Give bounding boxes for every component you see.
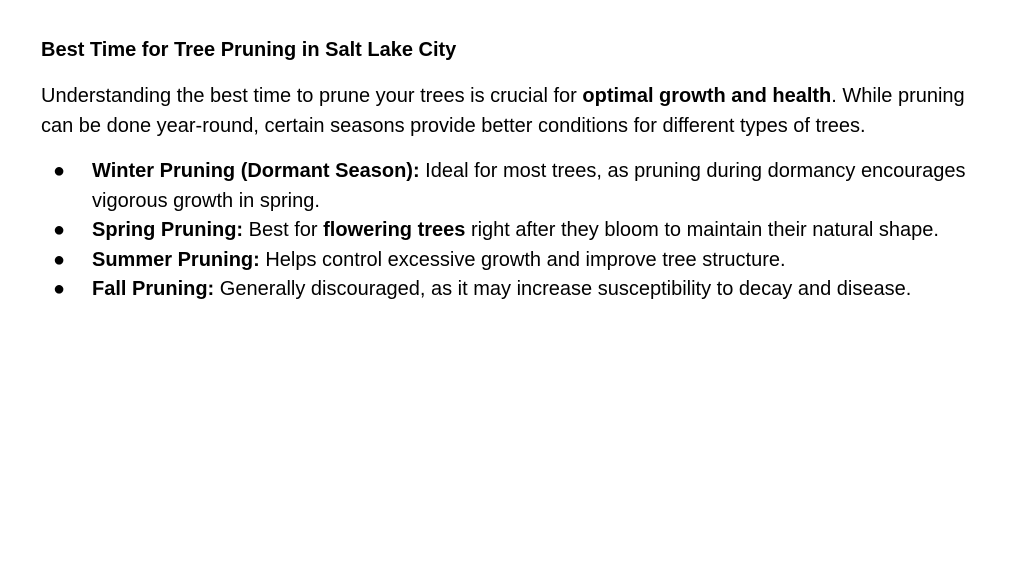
bullet-icon: ● (53, 219, 66, 241)
item-text: Ideal for most trees, as pruning during dormancy encourages vigorous growth in spring. (92, 160, 966, 212)
intro-text-after: . While pruning can be done year-round, certain seasons provide better conditions for different types of trees. (41, 85, 965, 137)
list-item-fall (41, 275, 1001, 305)
list-item-winter (41, 157, 1001, 216)
item-label: Summer Pruning: (92, 248, 260, 271)
bullet-icon: ● (53, 160, 66, 182)
document-body (41, 36, 1001, 305)
list-item-summer (41, 246, 1001, 276)
list-item-spring (41, 216, 1001, 246)
intro-paragraph (41, 82, 986, 141)
pruning-season-list (41, 157, 1001, 305)
item-label: Spring Pruning: (92, 219, 244, 241)
item-label: Winter Pruning (Dormant Season): (92, 160, 420, 182)
item-label: Fall Pruning: (92, 278, 215, 300)
intro-bold-phrase: optimal growth and health (582, 85, 832, 107)
item-text: Helps control excessive growth and improve tree structure. (259, 248, 786, 271)
page-title: Best Time for Tree Pruning in Salt Lake City (41, 39, 457, 61)
bullet-icon: ● (53, 248, 66, 271)
bullet-icon: ● (53, 278, 66, 300)
item-text-after: right after they bloom to maintain their natural shape. (465, 219, 939, 241)
item-bold-phrase: flowering trees (323, 219, 466, 241)
intro-text-before: Understanding the best time to prune your trees is crucial for (41, 85, 583, 107)
item-text: Generally discouraged, as it may increase susceptibility to decay and disease. (214, 278, 912, 300)
item-text-before: Best for (243, 219, 324, 241)
